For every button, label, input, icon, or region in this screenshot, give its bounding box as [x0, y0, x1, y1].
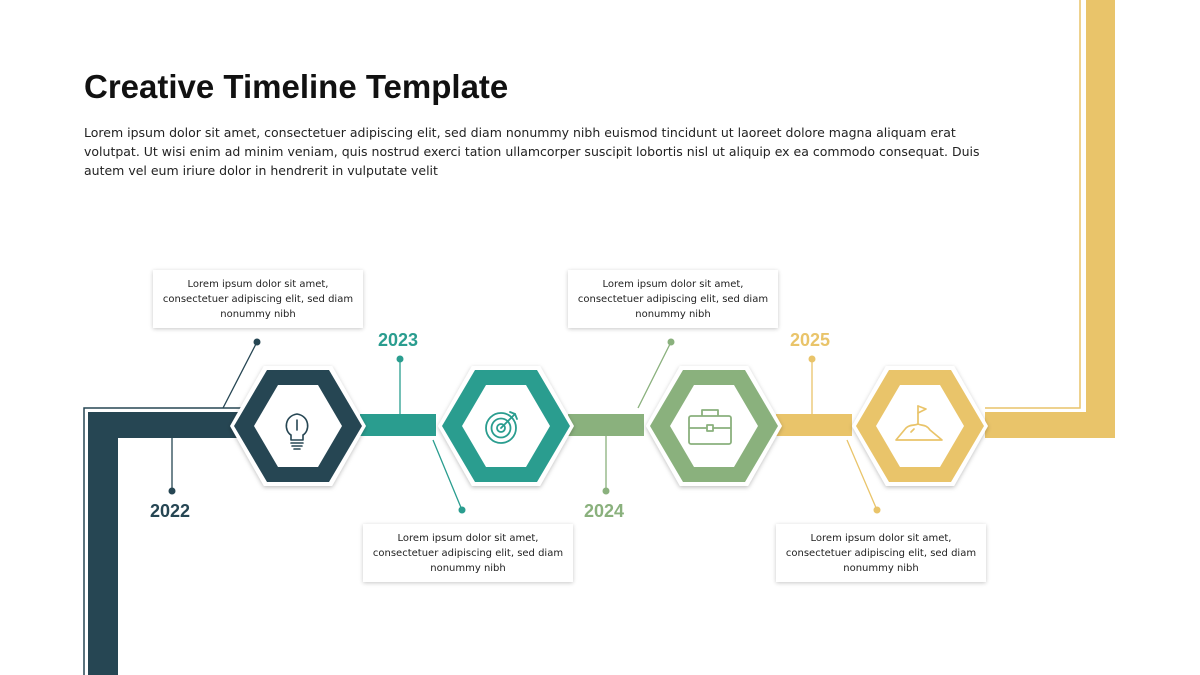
intro-paragraph: Lorem ipsum dolor sit amet, consectetuer adipiscing elit, sed diam nonummy nibh euismod tincidunt ut laoreet dolore magna aliquam erat volutpat. Ut wisi enim ad minim veniam, quis nostrud exerci tation ullamcorper suscipit lobortis nisl ut aliquip ex ea commodo consequat. Duis autem vel eum iriure dolor in hendrerit in vulputate velit [84, 125, 980, 178]
connector-2024 [568, 414, 644, 436]
milestone-text-2023: Lorem ipsum dolor sit amet, consectetuer adipiscing elit, sed diam nonummy nibh [372, 532, 564, 574]
year-label-2025: 2025 [790, 330, 831, 350]
milestone-card-2022 [153, 270, 363, 328]
dot-card-2025 [874, 507, 881, 514]
hexagon-2024 [646, 366, 782, 486]
slide-title: Creative Timeline Template [84, 68, 509, 105]
right-band [1086, 0, 1115, 438]
connector-2025 [776, 414, 852, 436]
milestone-card-2024 [568, 270, 778, 328]
dot-card-2023 [459, 507, 466, 514]
hexagon-2022 [230, 366, 366, 486]
dot-year-2022 [169, 488, 176, 495]
dot-card-2022 [254, 339, 261, 346]
milestone-text-2022: Lorem ipsum dolor sit amet, consectetuer adipiscing elit, sed diam nonummy nibh [162, 278, 354, 320]
milestone-card-2023 [363, 524, 573, 582]
milestone-text-2025: Lorem ipsum dolor sit amet, consectetuer adipiscing elit, sed diam nonummy nibh [785, 532, 977, 574]
dot-year-2024 [603, 488, 610, 495]
dot-year-2025 [809, 356, 816, 363]
hexagon-2025 [852, 366, 988, 486]
milestone-card-2025 [776, 524, 986, 582]
year-label-2022: 2022 [150, 501, 191, 521]
dot-card-2024 [668, 339, 675, 346]
hexagon-2023 [438, 366, 574, 486]
milestone-text-2024: Lorem ipsum dolor sit amet, consectetuer adipiscing elit, sed diam nonummy nibh [577, 278, 769, 320]
dot-year-2023 [397, 356, 404, 363]
connector-2023 [360, 414, 436, 436]
left-band [88, 412, 118, 675]
left-band-arm [88, 412, 248, 438]
year-label-2023: 2023 [378, 330, 419, 350]
year-label-2024: 2024 [584, 501, 625, 521]
right-band-outline [985, 0, 1080, 408]
